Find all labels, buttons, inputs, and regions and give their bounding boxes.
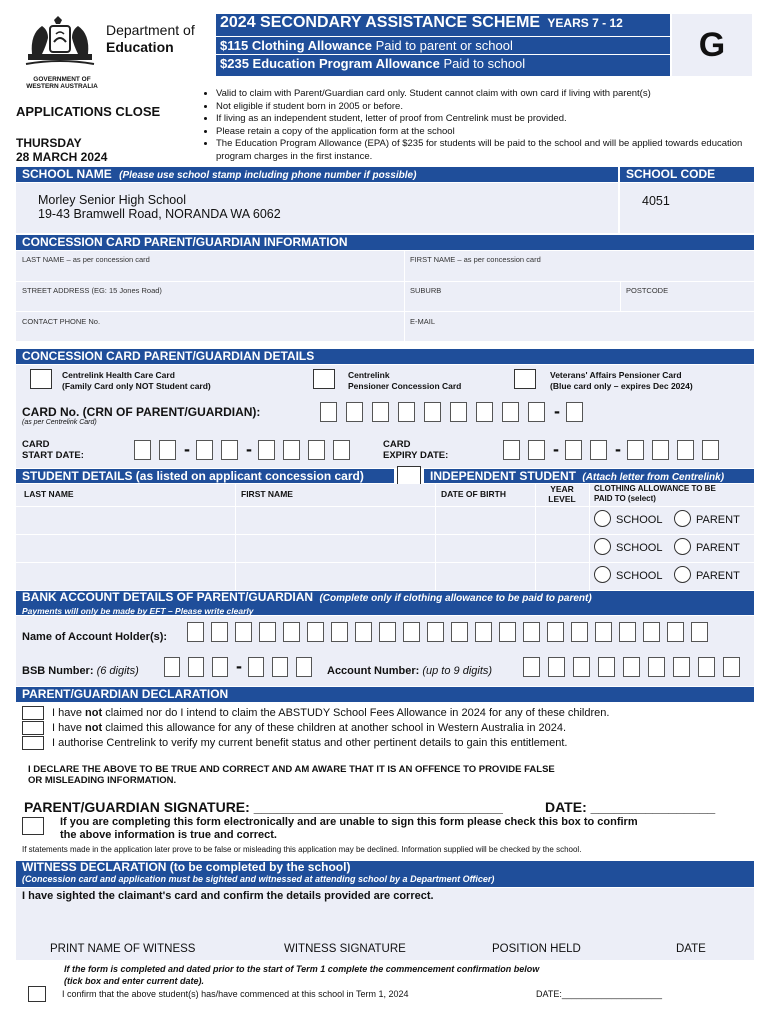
dept-line1: Department of [106, 22, 195, 38]
card-type-veterans-label [550, 370, 693, 392]
term-l1: If the form is completed and dated prior to the start of Term 1 complete the commencement confirmation below [64, 964, 540, 974]
expiry-date-digit-box[interactable] [702, 440, 719, 460]
concession-details-header: CONCESSION CARD PARENT/GUARDIAN DETAILS [16, 349, 754, 364]
account-number-digit-box[interactable] [573, 657, 590, 677]
bsb-digit-box[interactable] [248, 657, 264, 677]
electronic-confirm-checkbox[interactable] [22, 817, 44, 835]
account-number-boxes [523, 657, 747, 679]
school-code-header: SCHOOL CODE [620, 167, 754, 182]
witness-print-name-label[interactable]: PRINT NAME OF WITNESS [50, 943, 196, 955]
card-expiry-date-boxes [503, 440, 735, 462]
term-commenced-date[interactable]: DATE:____________________ [536, 989, 662, 999]
start-date-digit-box[interactable] [159, 440, 176, 460]
clothing-to-parent-radio[interactable] [674, 510, 691, 527]
opt3-line2: (Blue card only – expires Dec 2024) [550, 381, 693, 391]
separator-dash: - [184, 439, 190, 459]
school-code: 4051 [642, 194, 670, 208]
clothing-to-school-radio[interactable] [594, 566, 611, 583]
expiry-date-digit-box[interactable] [503, 440, 520, 460]
electronic-l2: the above information is true and correct. [60, 829, 277, 841]
close-day: THURSDAY [16, 136, 82, 150]
card-number-label: CARD No. (CRN OF PARENT/GUARDIAN): [22, 405, 261, 419]
school-address: 19-43 Bramwell Road, NORANDA WA 6062 [38, 207, 281, 221]
decl1-b: not [85, 707, 103, 719]
eligibility-note: • The Education Program Allowance (EPA) of $235 for students will be paid to the school and will be applied towards education program charges in the first instance. [216, 138, 758, 163]
clothing-to-school-radio[interactable] [594, 538, 611, 555]
col-cloth-l1: CLOTHING ALLOWANCE TO BE [594, 484, 716, 493]
suburb-field[interactable]: SUBURB [410, 286, 442, 295]
bank-sub: Payments will only be made by EFT – Please write clearly [22, 606, 254, 615]
account-number-digit-box[interactable] [723, 657, 740, 677]
bsb-label [22, 665, 139, 677]
card-number-digit-box[interactable] [450, 402, 467, 422]
student-details-header: STUDENT DETAILS (as listed on applicant concession card) [16, 469, 394, 483]
bsb-digit-box[interactable] [272, 657, 288, 677]
account-number-digit-box[interactable] [523, 657, 540, 677]
account-holder-char-box[interactable] [259, 622, 276, 642]
opt1-line1: Centrelink Health Care Card [62, 370, 175, 380]
term-l2: (tick box and enter current date). [64, 976, 205, 986]
account-holder-char-box[interactable] [523, 622, 540, 642]
decl2-c: claimed this allowance for any of these children at another school in Western Australia in 2024. [102, 722, 567, 734]
account-holder-char-box[interactable] [451, 622, 468, 642]
account-holder-char-box[interactable] [643, 622, 660, 642]
account-holder-char-box[interactable] [427, 622, 444, 642]
expiry-date-digit-box[interactable] [627, 440, 644, 460]
expiry-date-digit-box[interactable] [590, 440, 607, 460]
independent-title: INDEPENDENT STUDENT [430, 469, 577, 483]
account-number-digit-box[interactable] [648, 657, 665, 677]
col-cloth-l2: PAID TO (select) [594, 494, 656, 503]
opt1-line2: (Family Card only NOT Student card) [62, 381, 211, 391]
signature-date-line[interactable]: DATE: ________________ [545, 799, 716, 815]
declaration-other-school-checkbox[interactable] [22, 721, 44, 735]
declaration-other-school-text [52, 722, 566, 734]
expiry-line2: EXPIRY DATE: [383, 450, 449, 461]
card-type-health-care-checkbox[interactable] [30, 369, 52, 389]
account-number-digit-box[interactable] [598, 657, 615, 677]
school-name: Morley Senior High School [38, 193, 186, 207]
school-name-hint: (Please use school stamp including phone number if possible) [119, 170, 417, 181]
start-date-digit-box[interactable] [333, 440, 350, 460]
witness-header [16, 861, 754, 887]
account-holder-char-box[interactable] [403, 622, 420, 642]
close-date: 28 MARCH 2024 [16, 150, 108, 164]
epa-paid-to: Paid to school [443, 56, 526, 71]
form-letter-box [672, 14, 752, 76]
account-holder-char-box[interactable] [331, 622, 348, 642]
eligibility-note: • Please retain a copy of the application form at the school [216, 126, 758, 139]
account-holder-char-box[interactable] [235, 622, 252, 642]
independent-student-header [424, 469, 754, 483]
term-commencement-note [64, 963, 539, 987]
postcode-field[interactable]: POSTCODE [626, 286, 669, 295]
opt2-line2: Pensioner Concession Card [348, 381, 462, 391]
card-type-pensioner-label [348, 370, 461, 392]
government-label [16, 76, 108, 90]
eligibility-notes [202, 88, 758, 163]
separator-dash: - [554, 401, 560, 421]
start-date-digit-box[interactable] [196, 440, 213, 460]
email-field[interactable]: E-MAIL [410, 317, 436, 326]
clothing-to-parent-label: PARENT [696, 514, 740, 526]
acct-hint: (up to 9 digits) [422, 665, 493, 677]
concession-info-grid [16, 251, 754, 341]
declare-statement [28, 764, 555, 786]
account-number-digit-box[interactable] [673, 657, 690, 677]
bank-title: BANK ACCOUNT DETAILS OF PARENT/GUARDIAN [22, 591, 314, 604]
card-number-digit-box[interactable] [476, 402, 493, 422]
witness-date-label[interactable]: DATE [676, 943, 706, 955]
dept-line2: Education [106, 39, 174, 55]
wa-crest-logo [18, 14, 102, 76]
card-type-pensioner-checkbox[interactable] [313, 369, 335, 389]
card-number-digit-box[interactable] [346, 402, 363, 422]
expiry-date-digit-box[interactable] [652, 440, 669, 460]
col-year-l2: LEVEL [548, 494, 576, 504]
account-holder-char-box[interactable] [547, 622, 564, 642]
clothing-to-school-label: SCHOOL [616, 542, 663, 554]
account-number-label [327, 665, 492, 677]
bsb-title: BSB Number: [22, 665, 94, 677]
expiry-date-digit-box[interactable] [565, 440, 582, 460]
card-number-digit-box[interactable] [320, 402, 337, 422]
term-commenced-text: I confirm that the above student(s) has/have commenced at this school in Term 1, 2024 [62, 989, 409, 999]
bsb-hint: (6 digits) [96, 665, 139, 677]
expiry-date-digit-box[interactable] [677, 440, 694, 460]
account-holder-char-box[interactable] [691, 622, 708, 642]
card-number-digit-box[interactable] [528, 402, 545, 422]
card-type-health-care-label [62, 370, 211, 392]
signature-line[interactable]: PARENT/GUARDIAN SIGNATURE: ________________________________ [24, 799, 503, 815]
col-clothing-paid-to [594, 484, 716, 504]
bsb-digit-box[interactable] [296, 657, 312, 677]
eligibility-note: • Not eligible if student born in 2005 or before. [216, 101, 758, 114]
clothing-to-school-label: SCHOOL [616, 514, 663, 526]
start-line1: CARD [22, 439, 50, 450]
clothing-paid-to: Paid to parent or school [375, 38, 513, 53]
department-name [106, 22, 195, 56]
card-number-digit-box[interactable] [566, 402, 583, 422]
separator-dash: - [553, 439, 559, 459]
independent-hint: (Attach letter from Centrelink) [582, 472, 725, 483]
start-date-digit-box[interactable] [283, 440, 300, 460]
witness-position-label[interactable]: POSITION HELD [492, 943, 581, 955]
false-statement-warning: If statements made in the application later prove to be false or misleading this application may be declined. Information supplied will be checked by the school. [22, 845, 582, 854]
declaration-abstudy-text [52, 707, 609, 719]
account-holder-char-box[interactable] [619, 622, 636, 642]
bank-details-header [16, 591, 754, 615]
clothing-amount: $115 Clothing Allowance [220, 38, 372, 53]
col-year-l1: YEAR [550, 484, 574, 494]
account-holder-char-box[interactable] [355, 622, 372, 642]
witness-sub: (Concession card and application must be sighted and witnessed at attending school by a Department Officer) [22, 874, 495, 884]
start-line2: START DATE: [22, 450, 84, 461]
account-holder-char-box[interactable] [595, 622, 612, 642]
years-label: YEARS 7 - 12 [547, 16, 623, 30]
term-commenced-checkbox[interactable] [28, 986, 46, 1002]
col-last-name: LAST NAME [24, 489, 74, 499]
card-number-digit-box[interactable] [372, 402, 389, 422]
declaration-authorise-checkbox[interactable] [22, 736, 44, 750]
bsb-digit-box[interactable] [164, 657, 180, 677]
card-start-date-boxes [134, 440, 364, 462]
clothing-to-school-label: SCHOOL [616, 570, 663, 582]
bank-hint: (Complete only if clothing allowance to be paid to parent) [319, 593, 592, 604]
school-name-header [16, 167, 618, 182]
bsb-boxes [164, 657, 314, 679]
card-number-digit-box[interactable] [424, 402, 441, 422]
account-holder-label: Name of Account Holder(s): [22, 631, 168, 643]
epa-amount: $235 Education Program Allowance [220, 56, 440, 71]
electronic-confirm-text [60, 816, 638, 842]
start-date-digit-box[interactable] [221, 440, 238, 460]
account-holder-char-box[interactable] [571, 622, 588, 642]
last-name-field[interactable]: LAST NAME – as per concession card [22, 255, 150, 264]
witness-sighted-text: I have sighted the claimant's card and confirm the details provided are correct. [22, 890, 434, 902]
card-number-boxes [320, 402, 590, 424]
school-name-title: SCHOOL NAME [22, 167, 112, 181]
clothing-to-school-radio[interactable] [594, 510, 611, 527]
separator-dash: - [615, 439, 621, 459]
account-holder-char-box[interactable] [379, 622, 396, 642]
form-letter: G [698, 25, 726, 64]
clothing-to-parent-radio[interactable] [674, 566, 691, 583]
applications-close: APPLICATIONS CLOSE [16, 104, 161, 119]
street-address-field[interactable]: STREET ADDRESS (EG: 15 Jones Road) [22, 286, 162, 295]
independent-student-checkbox[interactable] [397, 466, 421, 486]
declaration-authorise-text: I authorise Centrelink to verify my current benefit status and other pertinent details to gain this entitlement. [52, 737, 568, 749]
contact-phone-field[interactable]: CONTACT PHONE No. [22, 317, 101, 326]
school-code-area [620, 183, 754, 233]
account-holder-char-box[interactable] [667, 622, 684, 642]
witness-signature-label[interactable]: WITNESS SIGNATURE [284, 943, 406, 955]
card-expiry-label [383, 439, 448, 461]
electronic-l1: If you are completing this form electronically and are unable to sign this form please check this box to confirm [60, 816, 638, 828]
student-table [16, 484, 754, 590]
decl1-c: claimed nor do I intend to claim the ABSTUDY School Fees Allowance in 2024 for any of these children. [102, 707, 610, 719]
declaration-abstudy-checkbox[interactable] [22, 706, 44, 720]
account-holder-char-box[interactable] [475, 622, 492, 642]
account-holder-char-box[interactable] [283, 622, 300, 642]
card-number-digit-box[interactable] [502, 402, 519, 422]
clothing-to-parent-radio[interactable] [674, 538, 691, 555]
account-holder-char-box[interactable] [187, 622, 204, 642]
declare-l1: I DECLARE THE ABOVE TO BE TRUE AND CORRECT AND AM AWARE THAT IT IS AN OFFENCE TO PROVIDE FALSE [28, 764, 555, 775]
start-date-digit-box[interactable] [258, 440, 275, 460]
eligibility-note: • If living as an independent student, letter of proof from Centrelink must be provided. [216, 113, 758, 126]
scheme-banner [216, 14, 670, 76]
declare-l2: OR MISLEADING INFORMATION. [28, 775, 177, 786]
card-number-digit-box[interactable] [398, 402, 415, 422]
card-type-veterans-checkbox[interactable] [514, 369, 536, 389]
first-name-field[interactable]: FIRST NAME – as per concession card [410, 255, 541, 264]
expiry-date-digit-box[interactable] [528, 440, 545, 460]
start-date-digit-box[interactable] [308, 440, 325, 460]
eligibility-note: • Valid to claim with Parent/Guardian card only. Student cannot claim with own card if living with parent(s) [216, 88, 758, 101]
declaration-header: PARENT/GUARDIAN DECLARATION [16, 687, 754, 702]
card-number-hint: (as per Centrelink Card) [22, 419, 97, 426]
decl2-b: not [85, 722, 103, 734]
separator-dash: - [246, 439, 252, 459]
close-date-block [16, 136, 107, 164]
concession-info-header: CONCESSION CARD PARENT/GUARDIAN INFORMATION [16, 235, 754, 250]
clothing-to-parent-label: PARENT [696, 542, 740, 554]
expiry-line1: CARD [383, 439, 411, 450]
decl2-a: I have [52, 722, 86, 734]
account-holder-char-box[interactable] [499, 622, 516, 642]
decl1-a: I have [52, 707, 86, 719]
col-first-name: FIRST NAME [241, 489, 293, 499]
scheme-title: 2024 SECONDARY ASSISTANCE SCHEME [220, 14, 541, 31]
gov-line1: GOVERNMENT OF [33, 76, 91, 83]
clothing-to-parent-label: PARENT [696, 570, 740, 582]
separator-dash: - [236, 656, 242, 676]
school-name-area [16, 183, 618, 233]
account-holder-boxes [187, 622, 747, 644]
opt2-line1: Centrelink [348, 370, 390, 380]
gov-line2: WESTERN AUSTRALIA [26, 83, 98, 90]
col-year-level [540, 484, 584, 504]
account-number-digit-box[interactable] [623, 657, 640, 677]
account-number-digit-box[interactable] [698, 657, 715, 677]
card-start-label [22, 439, 84, 461]
col-dob: DATE OF BIRTH [441, 489, 507, 499]
account-holder-char-box[interactable] [307, 622, 324, 642]
account-number-digit-box[interactable] [548, 657, 565, 677]
witness-title: WITNESS DECLARATION (to be completed by the school) [22, 861, 351, 874]
bsb-digit-box[interactable] [188, 657, 204, 677]
bsb-digit-box[interactable] [212, 657, 228, 677]
acct-title: Account Number: [327, 665, 420, 677]
opt3-line1: Veterans' Affairs Pensioner Card [550, 370, 682, 380]
account-holder-char-box[interactable] [211, 622, 228, 642]
start-date-digit-box[interactable] [134, 440, 151, 460]
